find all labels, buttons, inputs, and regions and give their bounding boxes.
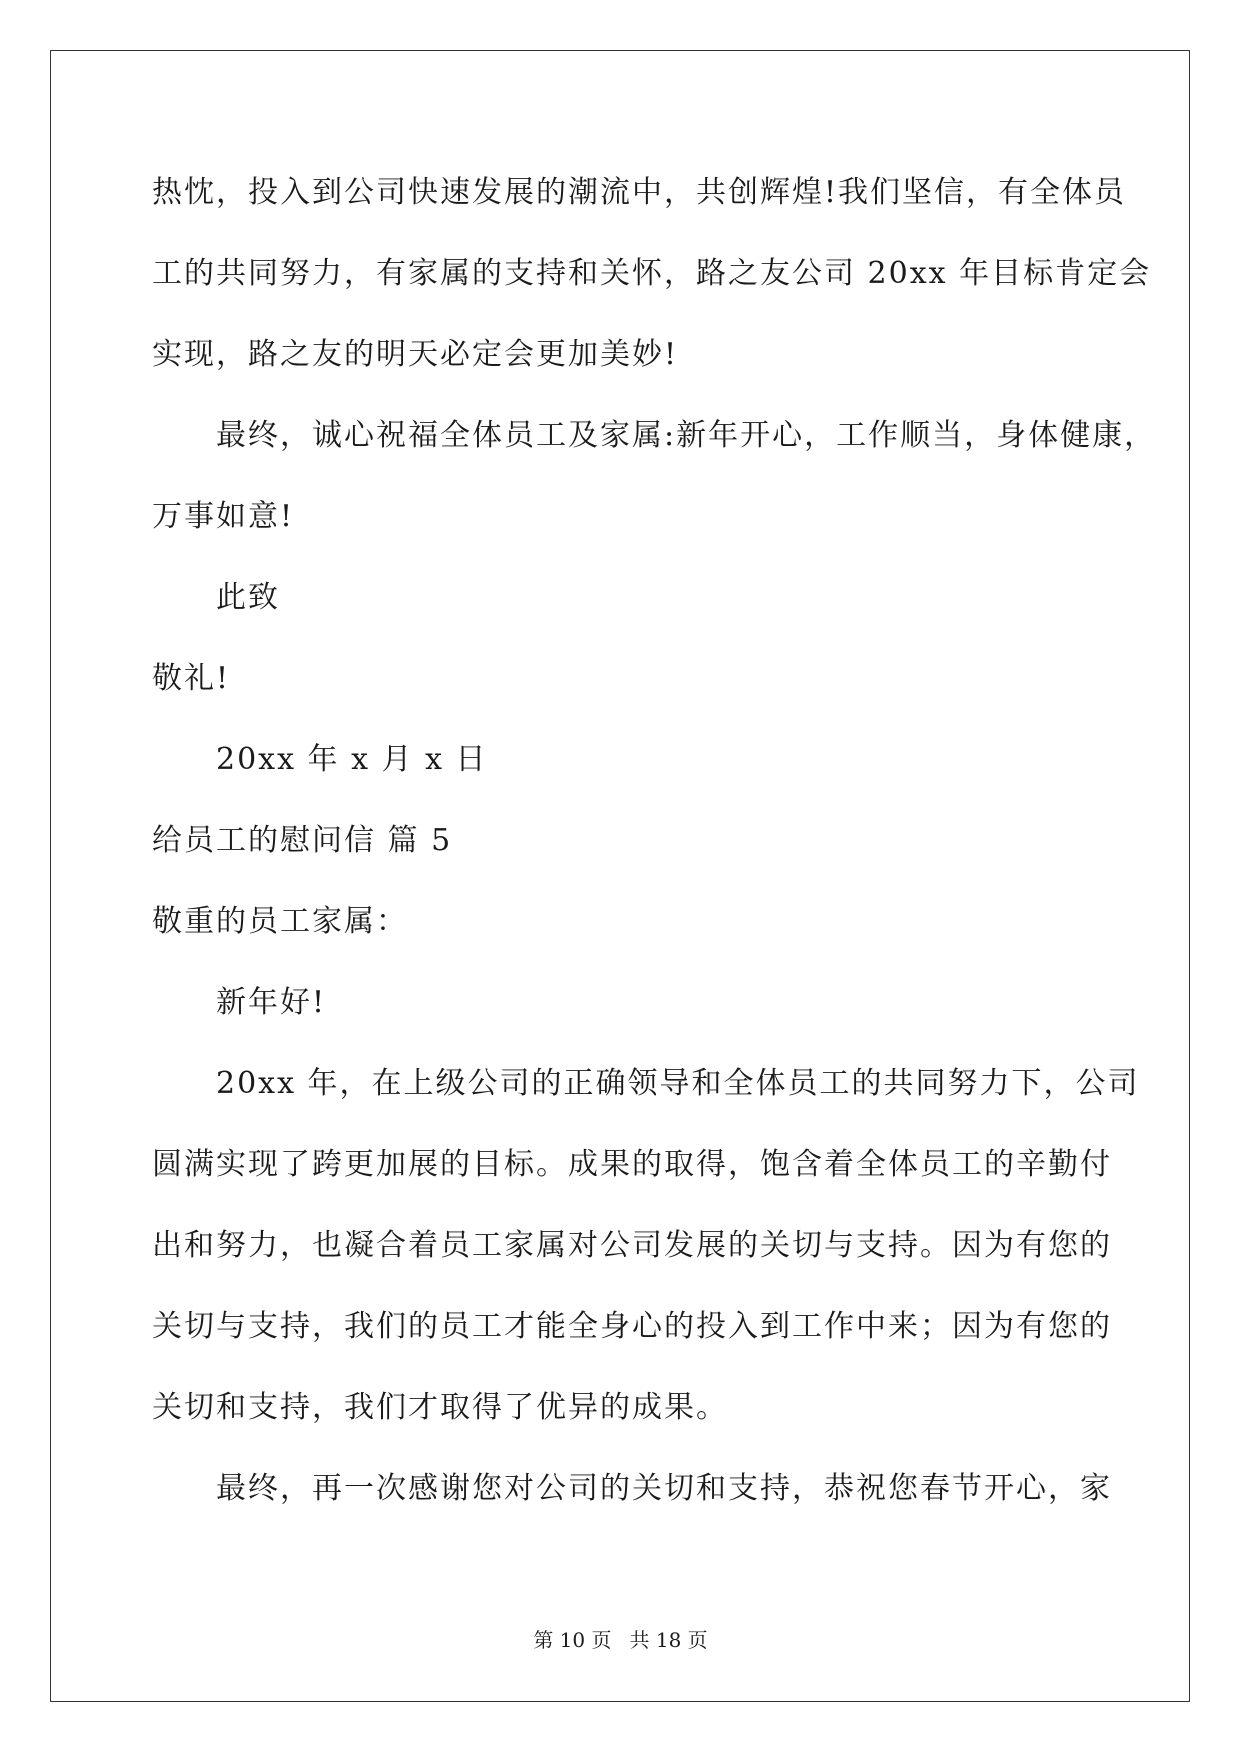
document-body	[152, 163, 1157, 1540]
text-line: 圆满实现了跨更加展的目标。成果的取得，饱含着全体员工的辛勤付	[152, 1147, 1112, 1182]
text-line: 出和努力，也凝合着员工家属对公司发展的关切与支持。因为有您的	[152, 1228, 1112, 1263]
page-footer	[0, 1624, 1241, 1653]
paragraph-start: 最终，再一次感谢您对公司的关切和支持，恭祝您春节开心，家	[216, 1471, 1112, 1506]
page-number: 第 10 页	[533, 1628, 612, 1652]
text-line: 工的共同努力，有家属的支持和关怀，路之友公司 20xx 年目标肯定会	[152, 256, 1152, 291]
letter-greeting: 敬重的员工家属：	[152, 904, 408, 939]
new-year-greeting: 新年好!	[216, 985, 327, 1020]
section-title: 给员工的慰问信 篇 5	[152, 823, 453, 858]
page-total: 共 18 页	[629, 1628, 708, 1652]
text-line: 关切和支持，我们才取得了优异的成果。	[152, 1390, 728, 1425]
text-line: 万事如意!	[152, 499, 295, 534]
closing-regards: 敬礼!	[152, 661, 231, 696]
closing-salutation: 此致	[216, 580, 280, 615]
text-line: 关切与支持，我们的员工才能全身心的投入到工作中来；因为有您的	[152, 1309, 1112, 1344]
paragraph-start: 20xx 年，在上级公司的正确领导和全体员工的共同努力下，公司	[216, 1066, 1140, 1101]
text-line: 热忱，投入到公司快速发展的潮流中，共创辉煌!我们坚信，有全体员	[152, 175, 1127, 210]
letter-date: 20xx 年 x 月 x 日	[216, 742, 488, 777]
text-line: 实现，路之友的明天必定会更加美妙!	[152, 337, 679, 372]
paragraph-start: 最终，诚心祝福全体员工及家属:新年开心，工作顺当，身体健康，	[216, 418, 1157, 453]
